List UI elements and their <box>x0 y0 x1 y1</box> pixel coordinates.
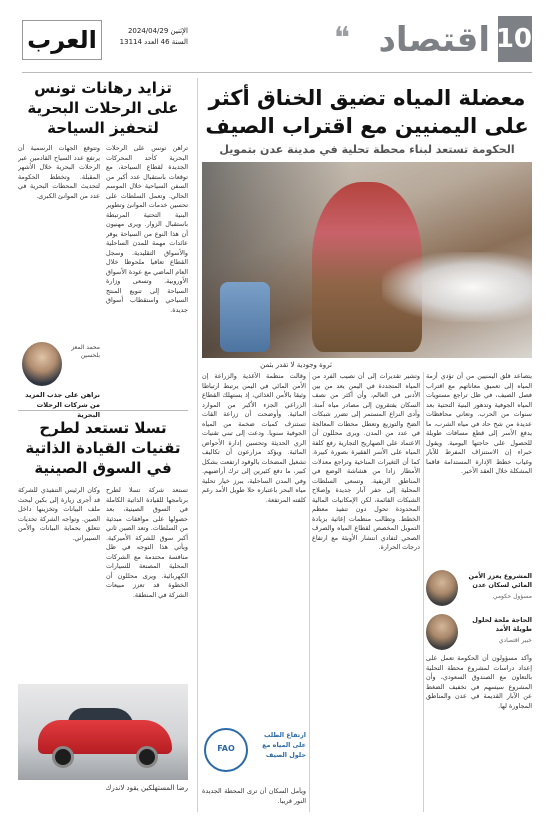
tourism-headline: تزايد رهانات تونس على الرحلات البحرية لتحفيز السياحة <box>27 79 179 137</box>
quote-avatar <box>22 342 62 386</box>
tesla-column-left <box>18 486 100 666</box>
article-text <box>202 372 306 717</box>
main-column-a <box>426 372 532 710</box>
car-wheel <box>136 746 158 768</box>
article-text <box>202 787 306 815</box>
paragraph: يتصاعد قلق اليمنيين من أن تؤدي أزمة المياه إلى تعميق معاناتهم مع اقتراب فصل الصيف، في ظل تراجع مستويات المياه الجوفية وتدهور البنية التحتية بعد سنوات من الحرب. وتعاني محافظات عديدة من شح حاد في مياه الشرب، ما يدفع الأسر إلى قطع مسافات طويلة للحصول على حاجتها اليومية. ويقول خبراء إن الاستنزاف المفرط للآبار وغياب خطط الإدارة المستدامة فاقما المشكلة خلال العقد الأخير. <box>426 372 532 475</box>
article-text <box>426 372 532 562</box>
tesla-headline: تسلا تستعد لطرح تقنيات القيادة الذاتية في السوق الصينية <box>25 419 181 477</box>
author-title: الحاجة ملحة لحلول طويلة الأمد <box>472 616 532 633</box>
masthead <box>22 14 532 70</box>
main-photo <box>202 162 532 358</box>
fao-box <box>202 724 306 782</box>
water-splash <box>382 252 532 322</box>
page-number-badge: 10 <box>498 16 532 62</box>
article-text <box>426 654 532 800</box>
main-subheadline: الحكومة تستعد لبناء محطة تحلية في مدينة عدن بتمويل <box>219 143 515 156</box>
quote-text: نراهن على جذب المزيد من شركات الرحلات البحرية <box>25 391 100 419</box>
main-photo-caption: ثروة وجودية لا تقدر بثمن <box>260 361 332 369</box>
quote-name: محمد المعز بلحسين <box>71 344 100 359</box>
paragraph: وأكد مسؤولون أن الحكومة تعمل على إعداد دراسات لمشروع محطة التحلية بالتعاون مع الصندوق السعودي، وأن المشروع سيسهم في تخفيف الضغط عن الآبار القديمة في عدن والمناطق المجاورة لها. <box>426 654 532 710</box>
author-name: خبير اقتصادي <box>498 637 532 644</box>
fao-logo-label: FAO <box>217 744 235 753</box>
paragraph: تراهن تونس على الرحلات البحرية كأحد المحركات الجديدة لقطاع السياحة، مع توقعات باستقبال عدد أكبر من السفن السياحية خلال الموسم الحالي. وتعمل السلطات على تحسين خدمات الموانئ وتطوير البنية التحتية المرتبطة باستقبال الزوار. ويرى مهنيون أن هذا النوع من السياحة يوفر عائدات مهمة للمدن الساحلية والأسواق التقليدية. وسجل القطاع تعافيا ملحوظا خلال العام الماضي مع عودة الأسواق الأوروبية. وتسعى وزارة السياحة إلى تنويع المنتج السياحي واستقطاب أسواق جديدة. <box>106 144 188 314</box>
tesla-body <box>18 486 188 666</box>
author-title: المشروع يعزز الأمن المائي لسكان عدن <box>468 572 532 589</box>
section-title: اقتصاد <box>378 20 490 60</box>
paragraph: وقالت منظمة الأغذية والزراعة إن الأمن المائي في اليمن يرتبط ارتباطا وثيقا بالأمن الغذائي، إذ يستهلك القطاع الزراعي الجزء الأكبر من الموارد المائية. وأوضحت أن زراعة القات تستنزف كميات ضخمة من المياه الجوفية سنويا. ودعت إلى تبني تقنيات الري الحديثة وتحسين إدارة الأحواض المائية. ويؤكد مزارعون أن تكاليف تشغيل المضخات بالوقود ارتفعت بشكل كبير، ما دفع كثيرين إلى ترك أراضيهم. وفي المدن الساحلية، يبرز خيار تحلية مياه البحر باعتباره حلا طويل الأمد رغم كلفته المرتفعة. <box>202 372 306 504</box>
column-rule <box>197 78 198 812</box>
main-column-b <box>312 372 420 812</box>
author-avatar <box>426 570 458 606</box>
fao-logo-icon <box>204 728 248 772</box>
car-photo <box>18 684 188 780</box>
tourism-column-left <box>18 144 100 332</box>
author-avatar <box>426 614 458 650</box>
paragraph: وتشير تقديرات إلى أن نصيب الفرد من المياه المتجددة في اليمن يعد من بين الأدنى في العالم، وأن أكثر من نصف السكان يفتقرون إلى مصادر مياه آمنة. وأدى النزاع المستمر إلى تضرر شبكات الضخ والتوزيع وتعطل محطات المعالجة في عدد من المدن. ويرى محللون أن الاعتماد على الصهاريج التجارية رفع كلفة المياه على الأسر الفقيرة بصورة كبيرة. كما أن التغيرات المناخية وتراجع معدلات الأمطار زادا من هشاشة الوضع في المناطق الريفية. وتسعى السلطات المحلية إلى حفر آبار جديدة وإصلاح الشبكات القائمة، لكن الإمكانيات المالية المحدودة تحول دون تنفيذ معظم الخطط. وتطالب منظمات إغاثية بزيادة التمويل المخصص لقطاع المياه والصرف الصحي لتفادي انتشار الأوبئة مع ارتفاع درجات الحرارة. <box>312 372 420 551</box>
car-photo-caption: رضا المستهلكين يقود لاندرك <box>105 784 188 792</box>
paragraph: وكان الرئيس التنفيذي للشركة قد أجرى زيارة إلى بكين لبحث ملف البيانات وتخزينها داخل الصين. وتواجه الشركة تحديات تتعلق بحماية البيانات والأمن السيبراني. <box>18 486 100 542</box>
quote-mark-icon: ❝ <box>333 21 350 56</box>
tourism-column-right <box>106 144 188 440</box>
issue-line: السنة 46 العدد 13114 <box>119 38 188 46</box>
fao-pullquote: ارتفاع الطلب على المياه مع حلول الصيف <box>262 731 306 759</box>
author-box <box>426 568 532 608</box>
tesla-column-right <box>106 486 188 666</box>
column-rule <box>423 372 424 812</box>
author-box <box>426 612 532 652</box>
paragraph: ويأمل السكان أن ترى المحطة الجديدة النور قريبا. <box>202 787 306 805</box>
column-rule <box>309 372 310 812</box>
water-jug <box>220 282 270 352</box>
date-block <box>108 26 188 48</box>
car-wheel <box>52 746 74 768</box>
paragraph: وتتوقع الجهات الرسمية أن يرتفع عدد السياح القادمين عبر الرحلات البحرية خلال الأشهر المقبلة. وتخطط الحكومة لتحديث المحطات البحرية في عدد من الموانئ الكبرى. <box>18 144 100 200</box>
section-divider <box>18 410 188 411</box>
author-name: مسؤول حكومي <box>492 593 532 600</box>
masthead-divider <box>22 72 532 73</box>
newspaper-logo: العرب <box>22 20 102 60</box>
main-headline: معضلة المياه تضيق الخناق أكثر على اليمنيين مع اقتراب الصيف <box>205 86 529 138</box>
paragraph: تستعد شركة تسلا لطرح برنامجها للقيادة الذاتية الكاملة في السوق الصينية، بعد حصولها على موافقات مبدئية من السلطات. وتعد الصين ثاني أكبر سوق للشركة الأميركية. ويأتي هذا التوجه في ظل منافسة محتدمة مع الشركات المحلية المصنعة للسيارات الكهربائية. ويرى محللون أن الخطوة قد تعزز مبيعات الشركة في المنطقة. <box>106 486 188 599</box>
main-column-c <box>202 372 306 805</box>
date-line: الإثنين 2024/04/29 <box>127 27 188 35</box>
article-text <box>312 372 420 812</box>
